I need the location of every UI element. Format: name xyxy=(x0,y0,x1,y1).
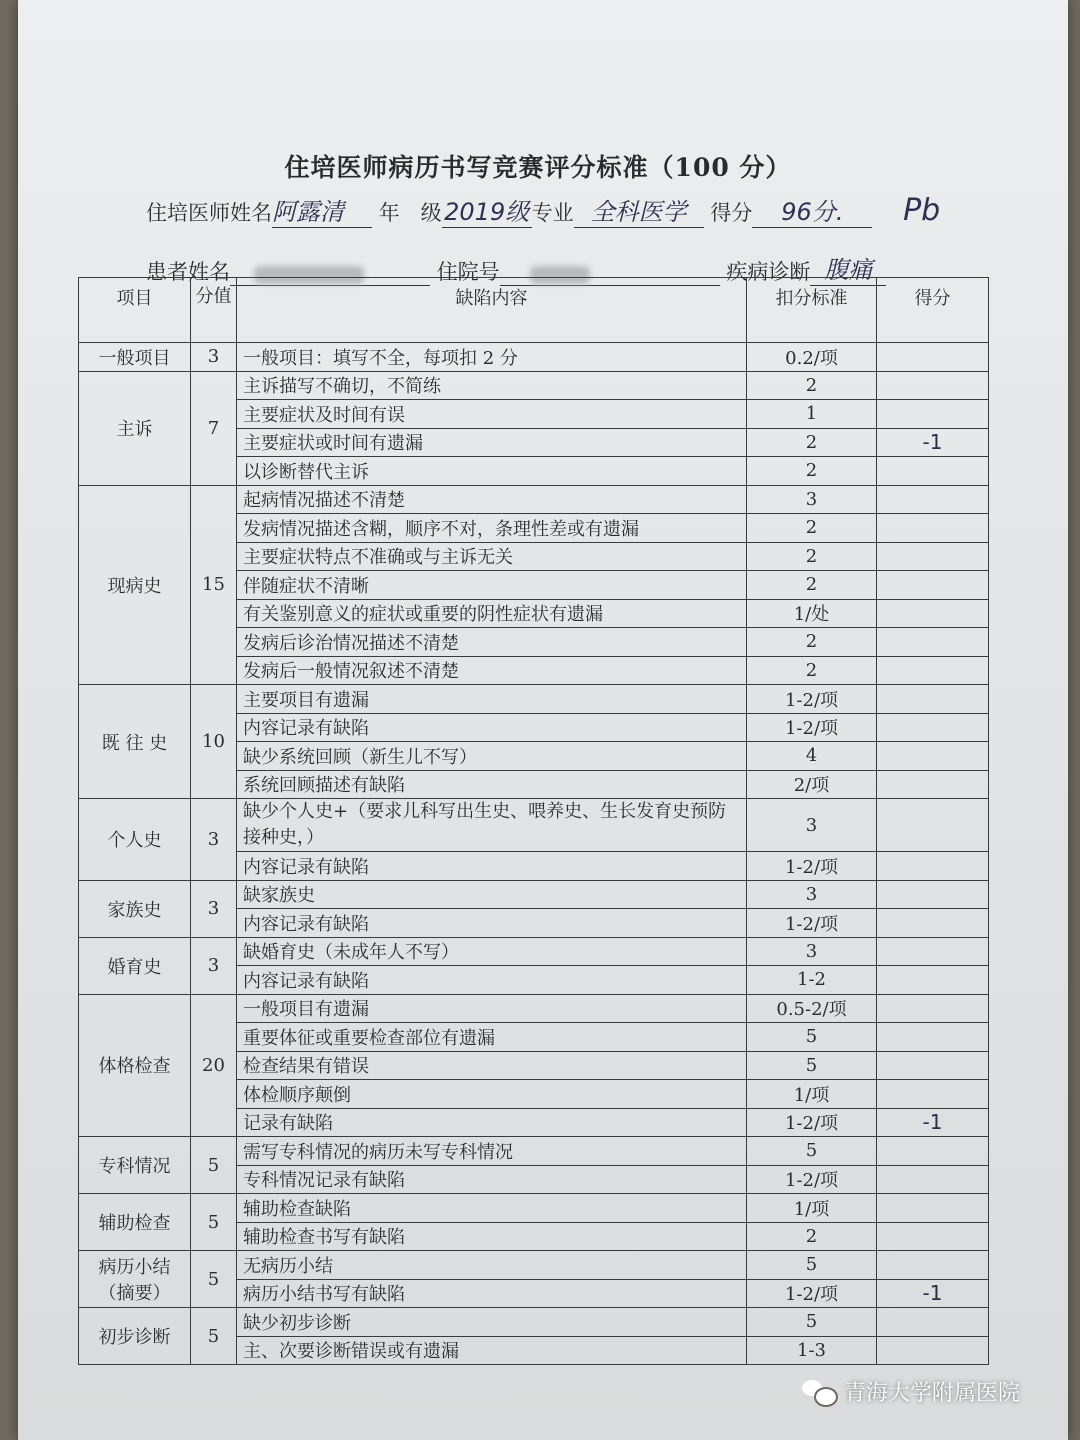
section-score: 5 xyxy=(191,1137,237,1194)
table-row xyxy=(79,1308,989,1337)
defect-cell: 辅助检查缺陷 xyxy=(237,1194,747,1223)
got-cell xyxy=(877,656,989,685)
deduct-cell: 2 xyxy=(747,1222,877,1251)
defect-cell: 缺少个人史+（要求儿科写出生史、喂养史、生长发育史预防接种史，） xyxy=(237,799,747,852)
deduct-cell: 2 xyxy=(747,514,877,543)
deduct-cell: 1-2/项 xyxy=(747,909,877,938)
defect-cell: 发病情况描述含糊，顺序不对，条理性差或有遗漏 xyxy=(237,514,747,543)
col-header-score: 分值 xyxy=(191,278,237,343)
got-cell xyxy=(877,994,989,1023)
table-row xyxy=(79,1137,989,1166)
defect-cell: 缺少初步诊断 xyxy=(237,1308,747,1337)
defect-cell: 发病后诊治情况描述不清楚 xyxy=(237,628,747,657)
defect-cell: 主要症状特点不准确或与主诉无关 xyxy=(237,542,747,571)
section-name: 现病史 xyxy=(79,485,191,685)
got-cell xyxy=(877,1336,989,1365)
deduct-cell: 2 xyxy=(747,428,877,457)
section-score: 5 xyxy=(191,1251,237,1308)
table-row xyxy=(79,371,989,400)
deduct-cell: 0.5-2/项 xyxy=(747,994,877,1023)
defect-cell: 重要体征或重要检查部位有遗漏 xyxy=(237,1023,747,1052)
got-cell xyxy=(877,457,989,486)
deduct-cell: 5 xyxy=(747,1308,877,1337)
got-cell xyxy=(877,852,989,881)
table-row xyxy=(79,1251,989,1280)
got-cell xyxy=(877,880,989,909)
deduct-cell: 1/项 xyxy=(747,1194,877,1223)
table-row xyxy=(79,1194,989,1223)
deduct-cell: 5 xyxy=(747,1051,877,1080)
major-label: 专业 xyxy=(531,201,574,225)
defect-cell: 缺婚育史（未成年人不写） xyxy=(237,937,747,966)
deduct-cell: 1-2/项 xyxy=(747,1165,877,1194)
deduct-cell: 1-2/项 xyxy=(747,852,877,881)
defect-cell: 主要症状及时间有误 xyxy=(237,400,747,429)
col-header-item: 项目 xyxy=(79,278,191,343)
watermark-text: 青海大学附属医院 xyxy=(844,1380,1021,1406)
got-cell xyxy=(877,770,989,799)
section-name: 既 往 史 xyxy=(79,685,191,799)
got-cell xyxy=(877,685,989,714)
deduct-cell: 1-3 xyxy=(747,1336,877,1365)
deduct-cell: 2 xyxy=(747,371,877,400)
major-value: 全科医学 xyxy=(590,198,687,226)
section-name: 初步诊断 xyxy=(79,1308,191,1365)
got-cell xyxy=(877,571,989,600)
got-cell xyxy=(877,542,989,571)
deduct-cell: 5 xyxy=(747,1137,877,1166)
deduct-cell: 3 xyxy=(747,880,877,909)
defect-cell: 记录有缺陷 xyxy=(237,1108,747,1137)
got-cell xyxy=(877,1251,989,1280)
section-score: 3 xyxy=(191,937,237,994)
diagnosis-label: 疾病诊断 xyxy=(726,260,811,284)
section-name: 一般项目 xyxy=(79,343,191,372)
got-cell xyxy=(877,1194,989,1223)
deduct-cell: 1/处 xyxy=(747,599,877,628)
defect-cell: 伴随症状不清晰 xyxy=(237,571,747,600)
page-title: 住培医师病历书写竞赛评分标准（100 分） xyxy=(284,153,792,182)
got-cell xyxy=(877,713,989,742)
doctor-name-value: 阿露清 xyxy=(272,198,344,226)
deduct-cell: 3 xyxy=(747,485,877,514)
defect-cell: 无病历小结 xyxy=(237,1251,747,1280)
signature-mark: Pb xyxy=(903,193,941,228)
table-row xyxy=(79,880,989,909)
section-name: 病历小结（摘要） xyxy=(79,1251,191,1308)
defect-cell: 起病情况描述不清楚 xyxy=(237,485,747,514)
deduct-cell: 3 xyxy=(747,799,877,852)
section-score: 5 xyxy=(191,1194,237,1251)
got-cell xyxy=(877,966,989,995)
deduct-cell: 4 xyxy=(747,742,877,771)
patient-name-label: 患者姓名 xyxy=(146,260,230,284)
doctor-name-label: 住培医师姓名 xyxy=(146,201,272,225)
defect-cell: 发病后一般情况叙述不清楚 xyxy=(237,656,747,685)
deduct-cell: 1-2 xyxy=(747,966,877,995)
inpatient-no-label: 住院号 xyxy=(436,260,500,284)
table-row xyxy=(79,937,989,966)
got-cell xyxy=(877,1165,989,1194)
deduct-cell: 1-2/项 xyxy=(747,713,877,742)
defect-cell: 需写专科情况的病历未写专科情况 xyxy=(237,1137,747,1166)
defect-cell: 病历小结书写有缺陷 xyxy=(237,1279,747,1308)
section-name: 婚育史 xyxy=(79,937,191,994)
got-cell: -1 xyxy=(877,1279,989,1308)
section-score: 3 xyxy=(191,343,237,372)
deduct-cell: 1-2/项 xyxy=(747,685,877,714)
deduct-cell: 2 xyxy=(747,628,877,657)
defect-cell: 内容记录有缺陷 xyxy=(237,966,747,995)
diagnosis-value: 腹痛 xyxy=(824,256,873,284)
defect-cell: 主要项目有遗漏 xyxy=(237,685,747,714)
score-value: 96分. xyxy=(781,198,844,226)
col-header-deduct: 扣分标准 xyxy=(747,278,877,343)
defect-cell: 主诉描写不确切，不简练 xyxy=(237,371,747,400)
defect-cell: 缺家族史 xyxy=(237,880,747,909)
section-score: 7 xyxy=(191,371,237,485)
grade-value: 2019级 xyxy=(444,198,530,226)
got-cell xyxy=(877,599,989,628)
score-label: 得分 xyxy=(710,201,753,225)
table-row xyxy=(79,994,989,1023)
defect-cell: 主要症状或时间有遗漏 xyxy=(237,428,747,457)
defect-cell: 一般项目有遗漏 xyxy=(237,994,747,1023)
defect-cell: 专科情况记录有缺陷 xyxy=(237,1165,747,1194)
got-cell xyxy=(877,742,989,771)
got-cell xyxy=(877,514,989,543)
got-cell xyxy=(877,628,989,657)
got-cell xyxy=(877,1023,989,1052)
defect-cell: 体检顺序颠倒 xyxy=(237,1080,747,1109)
defect-cell: 有关鉴别意义的症状或重要的阴性症状有遗漏 xyxy=(237,599,747,628)
deduct-cell: 2 xyxy=(747,457,877,486)
deduct-cell: 0.2/项 xyxy=(747,343,877,372)
section-score: 3 xyxy=(191,880,237,937)
got-cell xyxy=(877,799,989,852)
got-cell xyxy=(877,371,989,400)
wechat-icon xyxy=(802,1378,836,1404)
col-header-defect: 缺陷内容 xyxy=(237,278,747,343)
got-cell xyxy=(877,343,989,372)
got-cell xyxy=(877,909,989,938)
got-cell xyxy=(877,937,989,966)
deduct-cell: 1/项 xyxy=(747,1080,877,1109)
scoring-table xyxy=(78,277,989,1365)
deduct-cell: 2 xyxy=(747,542,877,571)
defect-cell: 系统回顾描述有缺陷 xyxy=(237,770,747,799)
defect-cell: 内容记录有缺陷 xyxy=(237,852,747,881)
deduct-cell: 5 xyxy=(747,1251,877,1280)
got-cell xyxy=(877,1222,989,1251)
deduct-cell: 2 xyxy=(747,571,877,600)
got-cell: -1 xyxy=(877,428,989,457)
defect-cell: 内容记录有缺陷 xyxy=(237,713,747,742)
doctor-info-line xyxy=(146,192,940,228)
table-row xyxy=(79,685,989,714)
defect-cell: 缺少系统回顾（新生儿不写） xyxy=(237,742,747,771)
defect-cell: 以诊断替代主诉 xyxy=(237,457,747,486)
table-row xyxy=(79,485,989,514)
defect-cell: 检查结果有错误 xyxy=(237,1051,747,1080)
defect-cell: 一般项目：填写不全，每项扣 2 分 xyxy=(237,343,747,372)
defect-cell: 内容记录有缺陷 xyxy=(237,909,747,938)
section-score: 15 xyxy=(191,485,237,685)
score-sheet-paper xyxy=(18,0,1068,1440)
deduct-cell: 5 xyxy=(747,1023,877,1052)
table-header-row xyxy=(79,278,989,343)
section-score: 20 xyxy=(191,994,237,1137)
section-name: 专科情况 xyxy=(79,1137,191,1194)
got-cell: -1 xyxy=(877,1108,989,1137)
section-name: 体格检查 xyxy=(79,994,191,1137)
section-name: 家族史 xyxy=(79,880,191,937)
table-row xyxy=(79,799,989,852)
got-cell xyxy=(877,1051,989,1080)
defect-cell: 主、次要诊断错误或有遗漏 xyxy=(237,1336,747,1365)
deduct-cell: 1-2/项 xyxy=(747,1108,877,1137)
section-score: 10 xyxy=(191,685,237,799)
col-header-got: 得分 xyxy=(877,278,989,343)
section-score: 3 xyxy=(191,799,237,881)
defect-cell: 辅助检查书写有缺陷 xyxy=(237,1222,747,1251)
got-cell xyxy=(877,1308,989,1337)
section-name: 个人史 xyxy=(79,799,191,881)
deduct-cell: 1 xyxy=(747,400,877,429)
table-row xyxy=(79,343,989,372)
deduct-cell: 1-2/项 xyxy=(747,1279,877,1308)
section-name: 主诉 xyxy=(79,371,191,485)
got-cell xyxy=(877,1137,989,1166)
grade-label: 年 级 xyxy=(378,201,442,225)
deduct-cell: 3 xyxy=(747,937,877,966)
deduct-cell: 2 xyxy=(747,656,877,685)
watermark xyxy=(802,1374,1020,1408)
deduct-cell: 2/项 xyxy=(747,770,877,799)
section-name: 辅助检查 xyxy=(79,1194,191,1251)
got-cell xyxy=(877,485,989,514)
section-score: 5 xyxy=(191,1308,237,1365)
got-cell xyxy=(877,1080,989,1109)
got-cell xyxy=(877,400,989,429)
